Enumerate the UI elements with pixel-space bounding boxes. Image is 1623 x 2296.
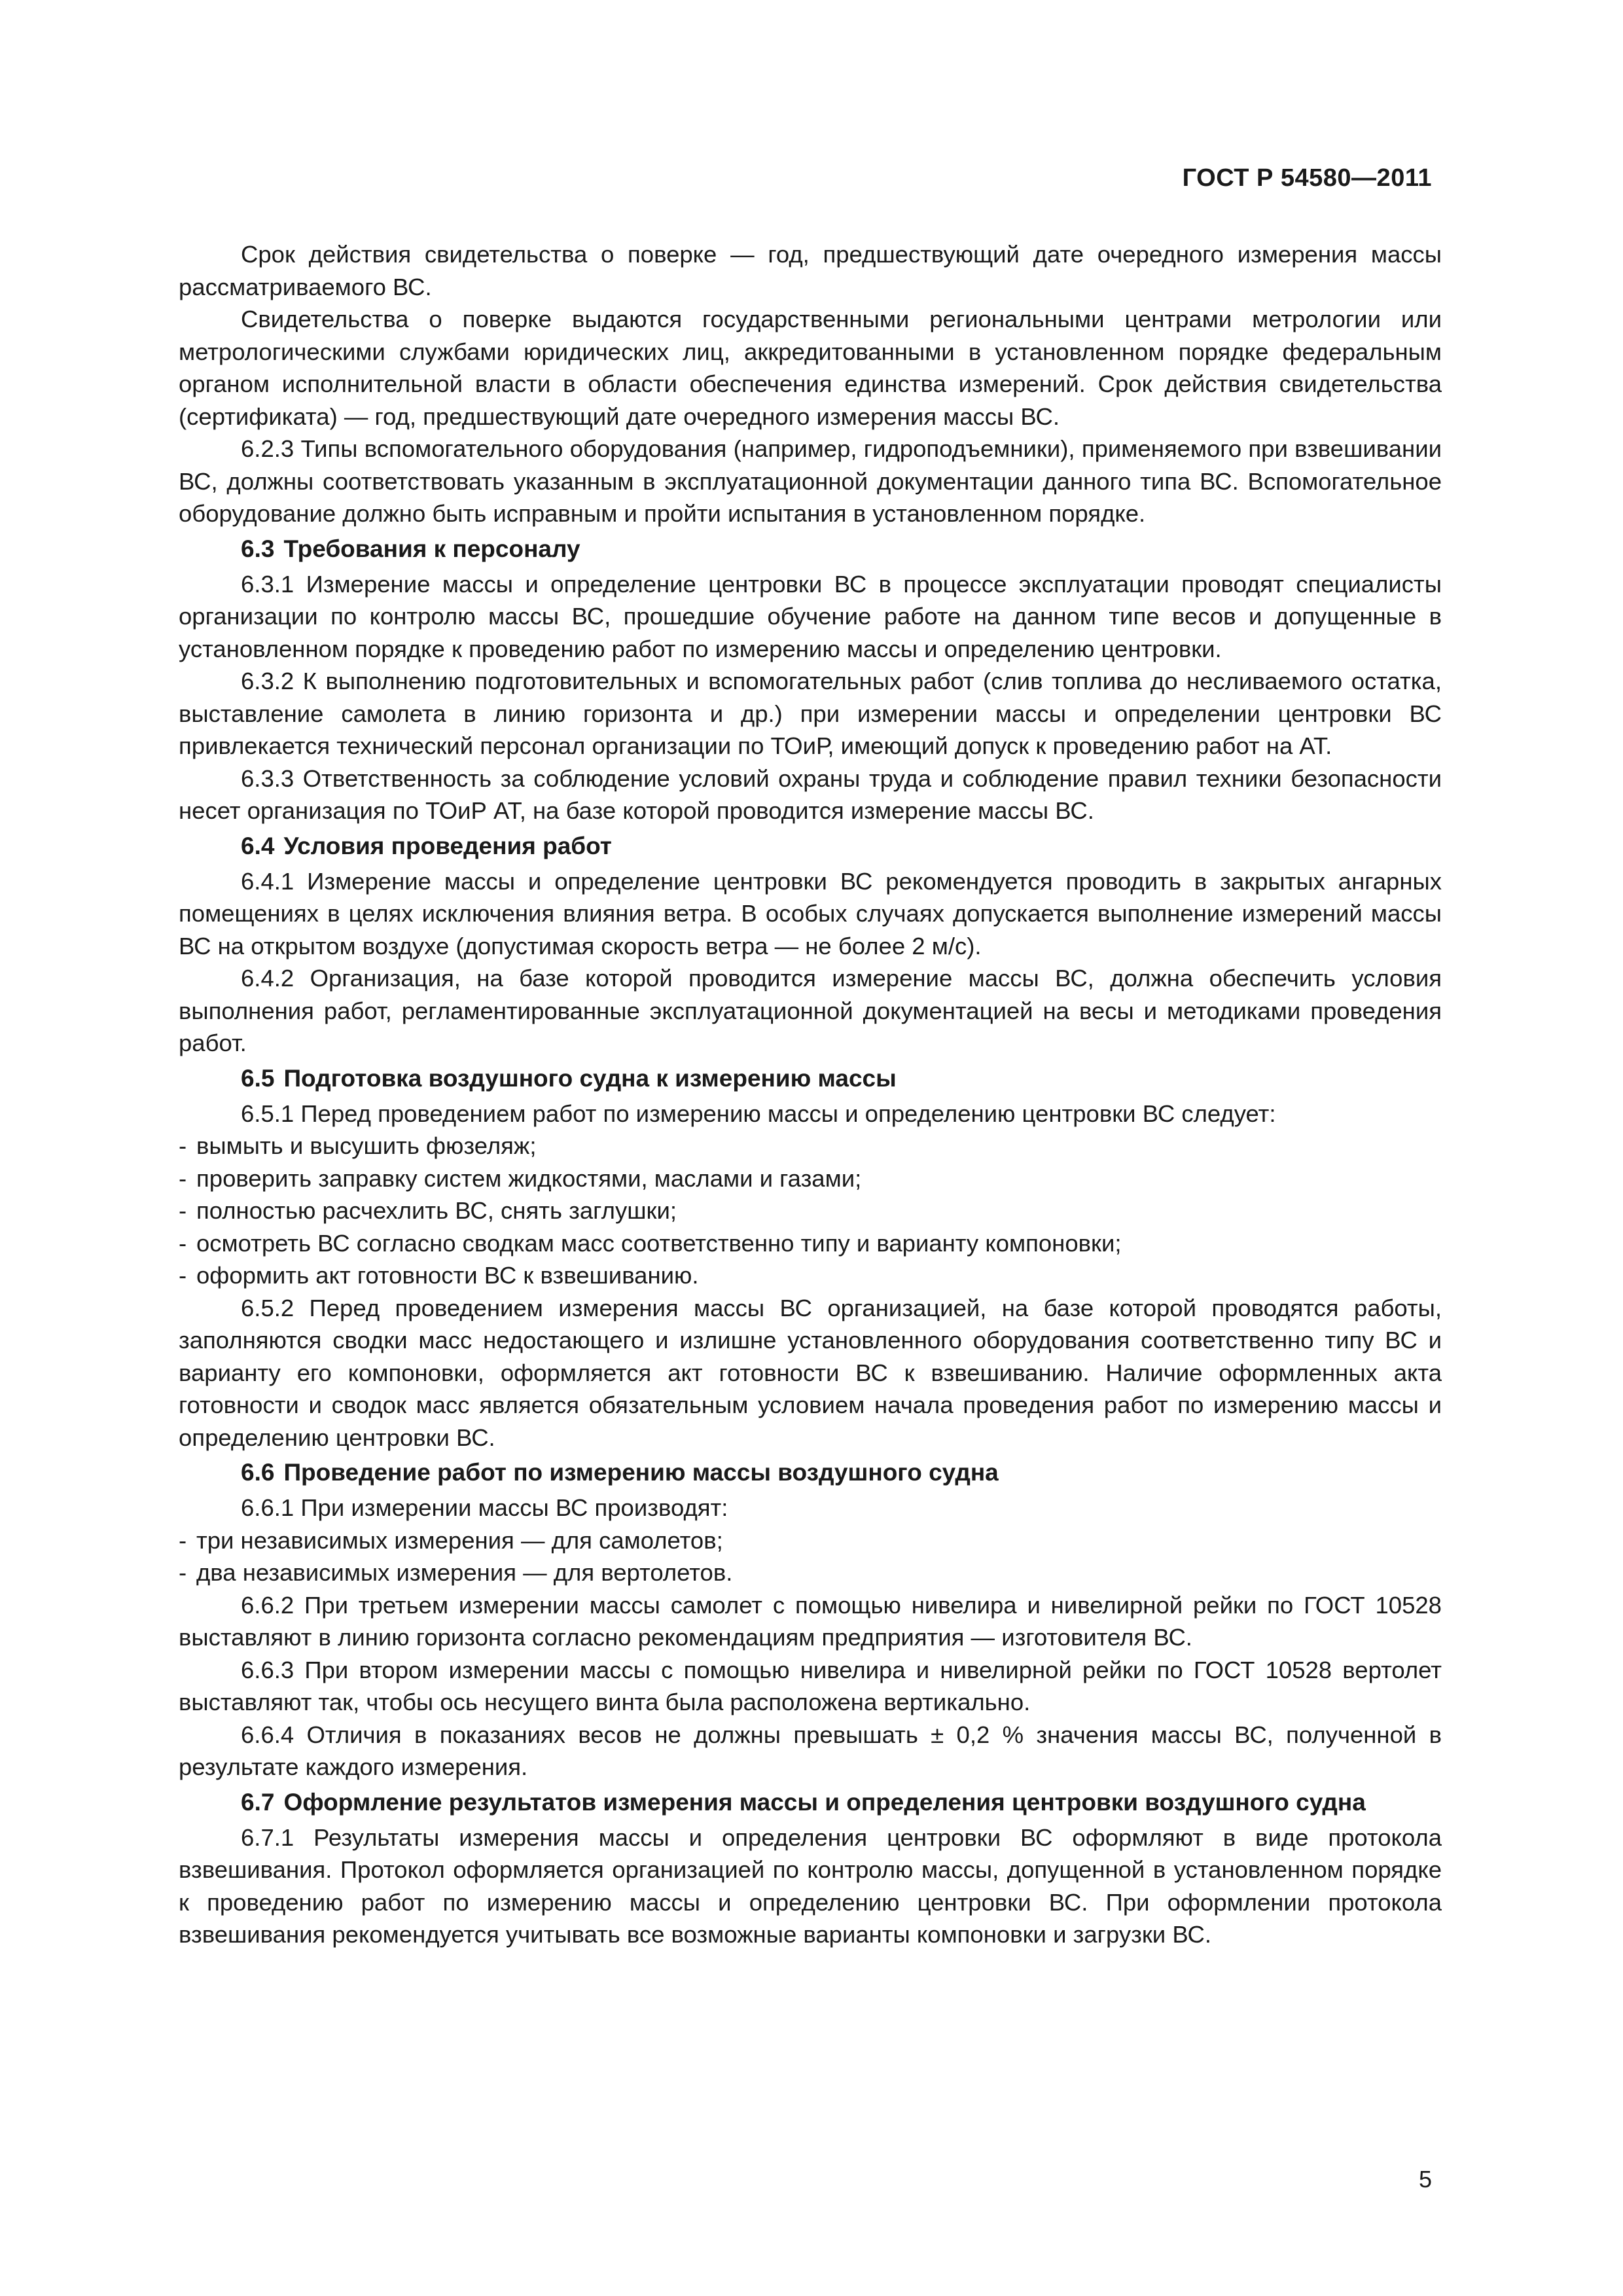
list-marker: -	[179, 1229, 187, 1257]
paragraph-6-2-3: 6.2.3 Типы вспомогательного оборудования (например, гидроподъемники), применяемого при взвешивании ВС, должны соответствовать указанным в эксплуатационной документации данного типа ВС. Вспомогательное оборудование должно быть исправным и пройти испытания в установленном порядке.	[179, 435, 1442, 527]
paragraph-6-4-2: 6.4.2 Организация, на базе которой проводится измерение массы ВС, должна обеспечить условия выполнения работ, регламентированные эксплуатационной документацией на весы и методиками проведения работ.	[179, 965, 1442, 1056]
list-item	[179, 1524, 1442, 1557]
paragraph-6-3-3: 6.3.3 Ответственность за соблюдение условий охраны труда и соблюдение правил техники безопасности несет организация по ТОиР АТ, на базе которой проводится измерение массы ВС.	[179, 764, 1442, 824]
paragraph-6-3-1: 6.3.1 Измерение массы и определение центровки ВС в процессе эксплуатации проводят специалисты организации по контролю массы ВС, прошедшие обучение работе на данном типе весов и допущенные в установленном порядке к проведению работ по измерению массы и определению центровки.	[179, 570, 1442, 662]
list-item-text: проверить заправку систем жидкостями, маслами и газами;	[196, 1164, 862, 1192]
section-heading-6-6	[179, 1454, 1442, 1492]
list-item	[179, 1130, 1442, 1162]
section-title: Требования к персоналу	[283, 535, 580, 562]
document-code-header: ГОСТ Р 54580—2011	[1182, 164, 1432, 192]
document-body	[179, 238, 1442, 1951]
list-marker: -	[179, 1132, 187, 1159]
section-heading-6-4	[179, 827, 1442, 865]
paragraph-6-6-2: 6.6.2 При третьем измерении массы самолет с помощью нивелира и нивелирной рейки по ГОСТ 10528 выставляют в линию горизонта согласно рекомендациям предприятия — изготовителя ВС.	[179, 1591, 1442, 1651]
section-number: 6.3	[241, 535, 275, 562]
section-number: 6.4	[241, 832, 275, 859]
paragraph-6-6-4: 6.6.4 Отличия в показаниях весов не должны превышать ± 0,2 % значения массы ВС, полученной в результате каждого измерения.	[179, 1721, 1442, 1780]
list-marker: -	[179, 1164, 187, 1192]
paragraph-verification-period: Срок действия свидетельства о поверке — год, предшествующий дате очередного измерения массы рассматриваемого ВС.	[179, 241, 1442, 300]
paragraph-6-3-2: 6.3.2 К выполнению подготовительных и вспомогательных работ (слив топлива до несливаемого остатка, выставление самолета в линию горизонта и др.) при измерении массы и определении центровки ВС привлекается технический персонал организации по ТОиР, имеющий допуск к проведению работ на АТ.	[179, 668, 1442, 759]
list-marker: -	[179, 1197, 187, 1224]
page-number: 5	[1418, 2166, 1432, 2193]
list-marker: -	[179, 1559, 187, 1586]
list-marker: -	[179, 1526, 187, 1554]
section-title: Подготовка воздушного судна к измерению массы	[283, 1064, 897, 1092]
list-item-text: осмотреть ВС согласно сводкам масс соответственно типу и варианту компоновки;	[196, 1229, 1122, 1257]
section-number: 6.6	[241, 1459, 275, 1486]
list-item-text: оформить акт готовности ВС к взвешиванию.	[196, 1262, 699, 1289]
list-item-text: два независимых измерения — для вертолетов.	[196, 1559, 733, 1586]
section-heading-6-3	[179, 530, 1442, 568]
section-number: 6.7	[241, 1788, 275, 1816]
paragraph-verification-certificates: Свидетельства о поверке выдаются государственными региональными центрами метрологии или метрологическими службами юридических лиц, аккредитованными в установленном порядке федеральным органом исполнительной власти в области обеспечения единства измерений. Срок действия свидетельства (сертификата) — год, предшествующий дате очередного измерения массы ВС.	[179, 306, 1442, 430]
list-item	[179, 1227, 1442, 1260]
list-item	[179, 1162, 1442, 1195]
section-title: Оформление результатов измерения массы и определения центровки воздушного судна	[283, 1788, 1366, 1816]
section-title: Условия проведения работ	[283, 832, 612, 859]
section-heading-6-7	[179, 1784, 1442, 1821]
paragraph-6-4-1: 6.4.1 Измерение массы и определение центровки ВС рекомендуется проводить в закрытых ангарных помещениях в целях исключения влияния ветра. В особых случаях допускается выполнение измерений массы ВС на открытом воздухе (допустимая скорость ветра — не более 2 м/с).	[179, 867, 1442, 960]
list-item	[179, 1556, 1442, 1589]
section-number: 6.5	[241, 1064, 275, 1092]
list-marker: -	[179, 1262, 187, 1289]
paragraph-6-7-1: 6.7.1 Результаты измерения массы и определения центровки ВС оформляют в виде протокола взвешивания. Протокол оформляется организацией по контролю массы, допущенной в установленном порядке к проведению работ по измерению массы и определению центровки ВС. При оформлении протокола взвешивания рекомендуется учитывать все возможные варианты компоновки и загрузки ВС.	[179, 1823, 1442, 1948]
paragraph-6-6-3: 6.6.3 При втором измерении массы с помощью нивелира и нивелирной рейки по ГОСТ 10528 вертолет выставляют так, чтобы ось несущего винта была расположена вертикально.	[179, 1656, 1442, 1715]
list-item	[179, 1259, 1442, 1292]
paragraph-6-5-2: 6.5.2 Перед проведением измерения массы ВС организацией, на базе которой проводятся работы, заполняются сводки масс недостающего и излишне установленного оборудования соответственно типу ВС и варианту его компоновки, оформляется акт готовности ВС к взвешиванию. Наличие оформленных акта готовности и сводок масс является обязательным условием начала проведения работ по измерению массы и определению центровки ВС.	[179, 1294, 1442, 1451]
list-item-text: три независимых измерения — для самолетов;	[196, 1526, 723, 1554]
section-title: Проведение работ по измерению массы воздушного судна	[283, 1459, 999, 1486]
list-item	[179, 1194, 1442, 1227]
section-heading-6-5	[179, 1060, 1442, 1098]
list-item-text: вымыть и высушить фюзеляж;	[196, 1132, 537, 1159]
paragraph-6-6-1: 6.6.1 При измерении массы ВС производят:	[241, 1494, 728, 1521]
paragraph-6-5-1: 6.5.1 Перед проведением работ по измерению массы и определению центровки ВС следует:	[241, 1100, 1276, 1127]
list-item-text: полностью расчехлить ВС, снять заглушки;	[196, 1197, 677, 1224]
